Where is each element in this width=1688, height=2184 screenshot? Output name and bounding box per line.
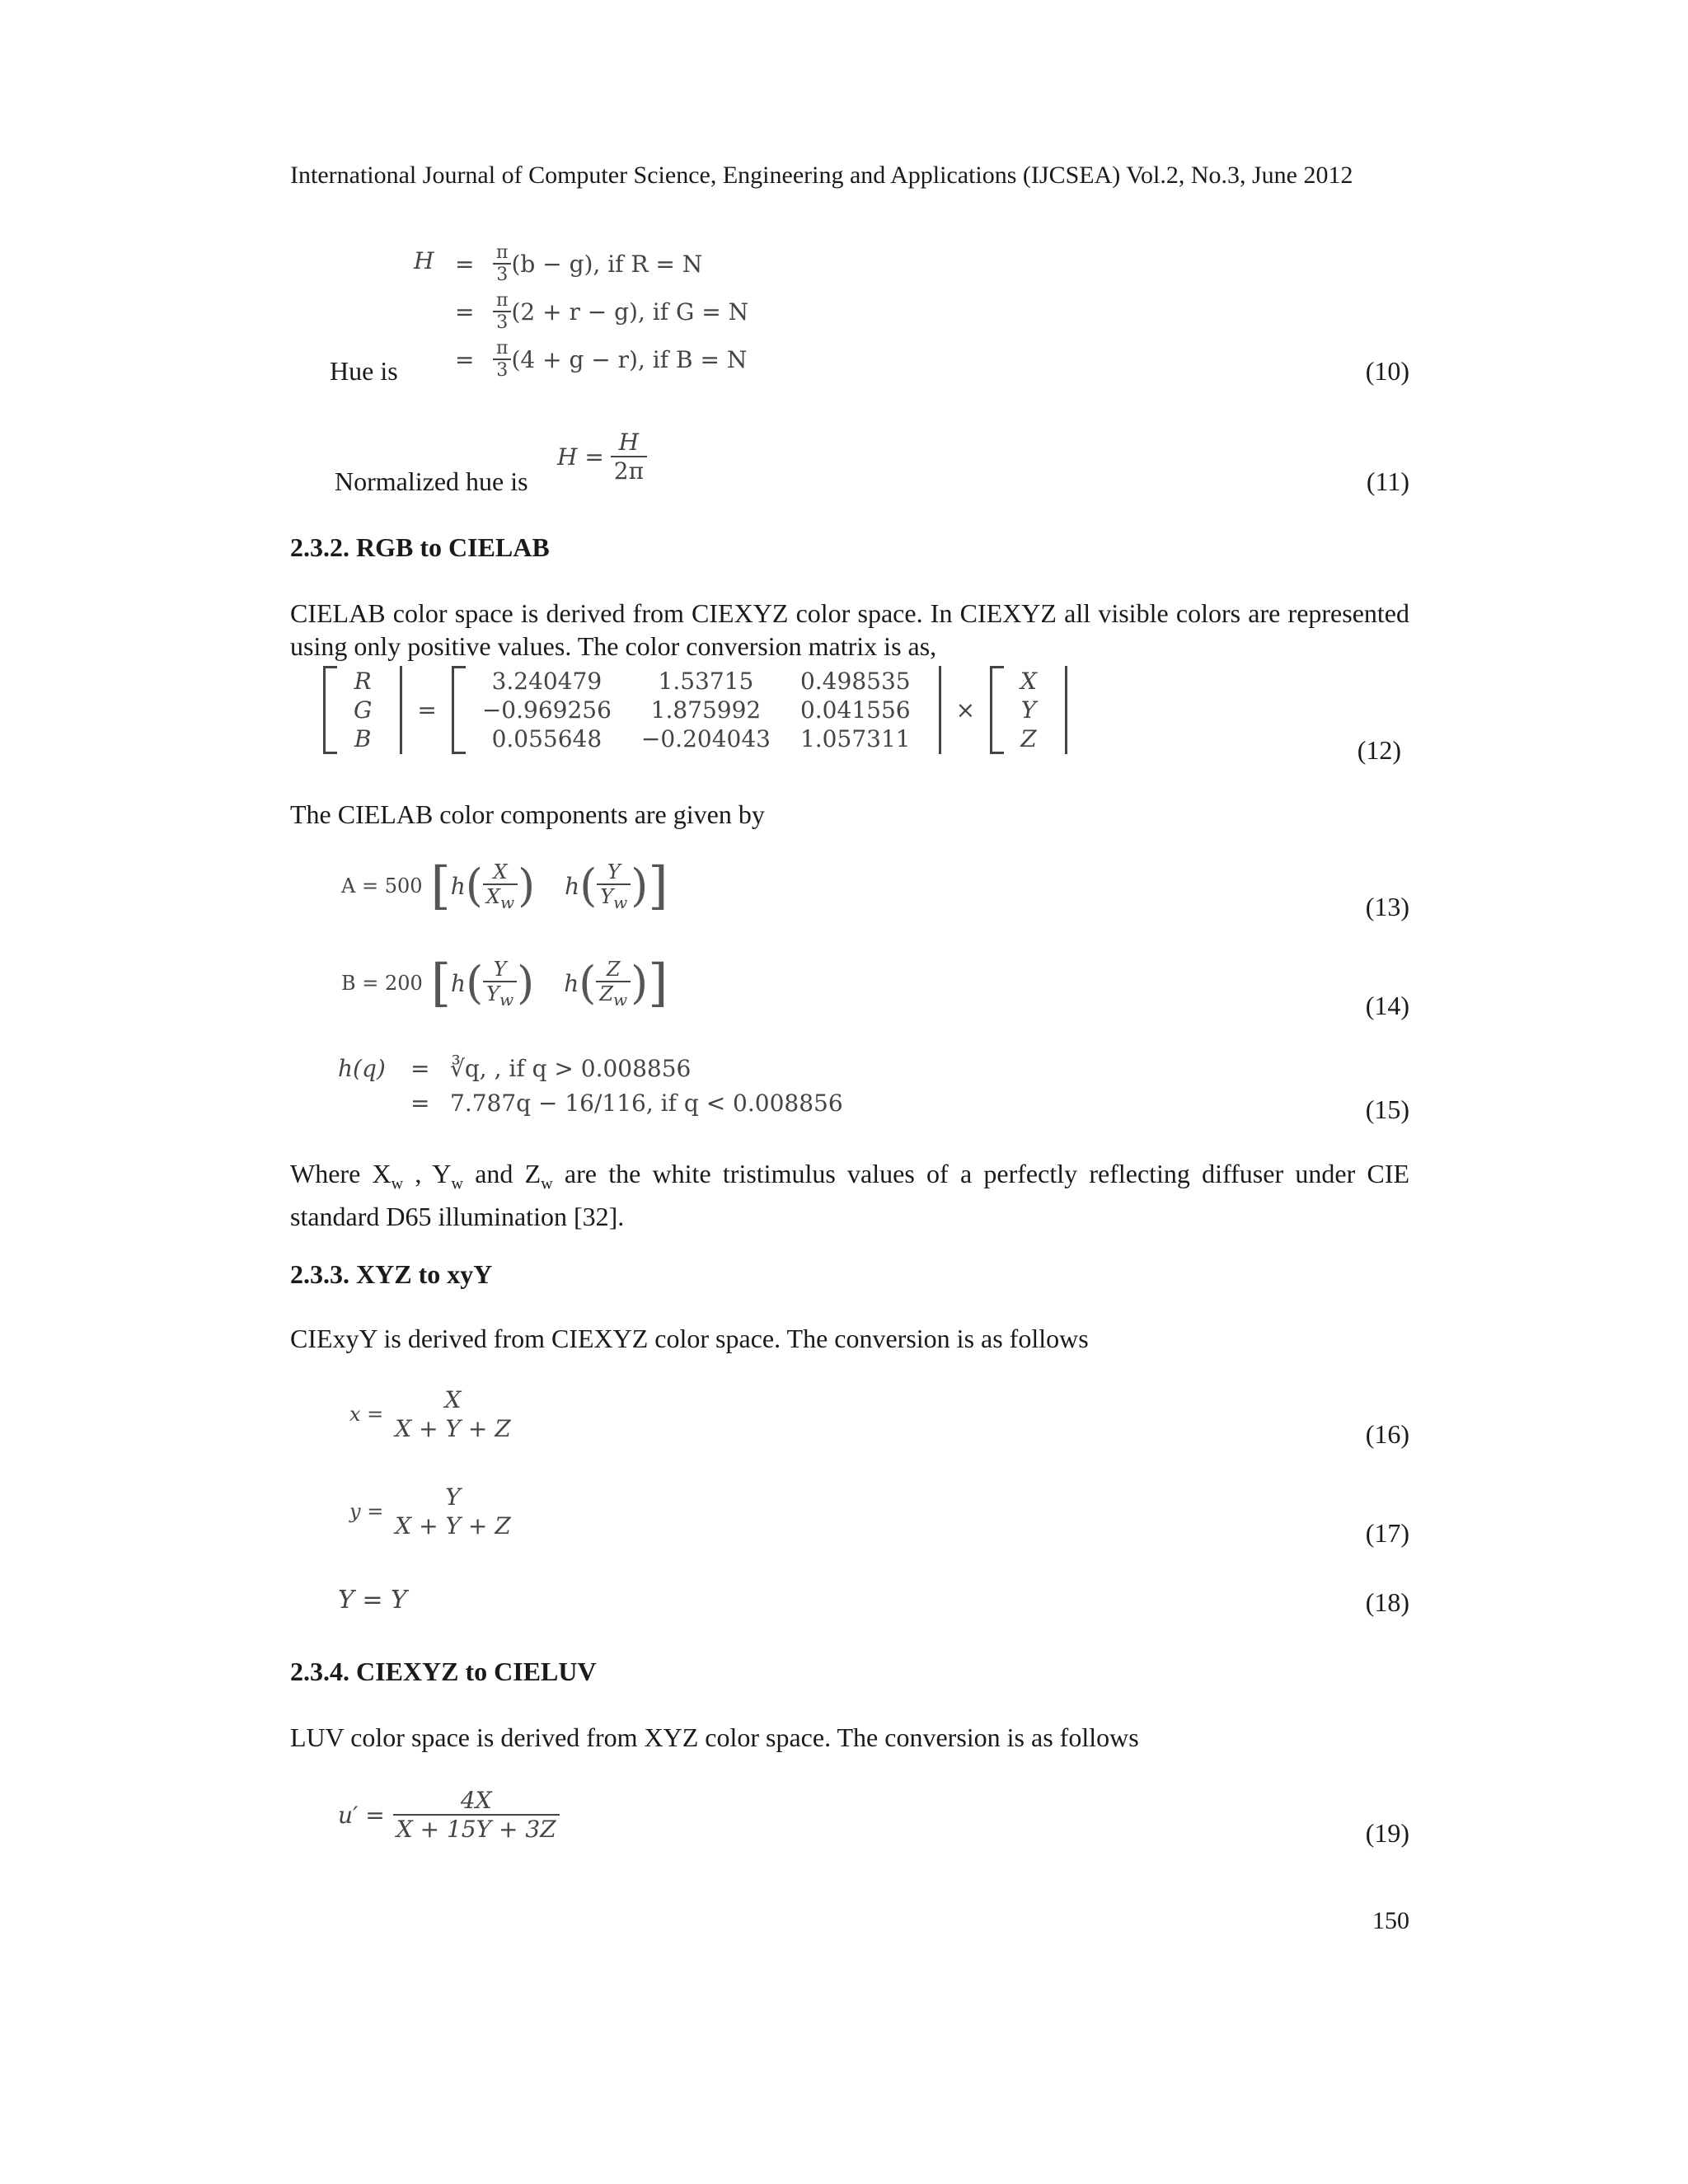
eq14-h2: h — [564, 969, 579, 997]
eq13-bracket-open: [ — [430, 855, 451, 916]
eq14-paren-open-2: ( — [579, 957, 597, 1010]
eq13-bracket-close: ] — [648, 855, 668, 916]
matrix-equals: = — [417, 696, 437, 724]
eq-number-16: (16) — [1365, 1419, 1409, 1449]
eq14-frac-2 — [596, 958, 631, 1010]
eq13-h2: h — [565, 872, 580, 900]
where-sub-zw: w — [541, 1174, 553, 1193]
hue-frac-2 — [493, 290, 511, 333]
matrix-lhs — [323, 666, 402, 754]
section-232-paragraph: CIELAB color space is derived from CIEXYZ color space. In CIEXYZ all visible colors are represented using only positive values. The color conversion matrix is as, — [290, 598, 1409, 661]
eq14-frac1-den-main: Y — [486, 982, 499, 1005]
eq13-paren-open-1: ( — [465, 860, 483, 912]
eq13-paren-open-2: ( — [579, 860, 598, 912]
where-sub-yw: w — [451, 1174, 463, 1193]
hue-frac-num: π — [496, 242, 509, 263]
eq13-frac-2 — [597, 860, 631, 912]
hue-body-1: (b − g), if R = N — [511, 250, 703, 278]
hue-frac-den: 3 — [493, 359, 511, 381]
hue-body-2: (2 + r − g), if G = N — [511, 298, 749, 326]
normalized-hue-num: H — [618, 429, 640, 456]
eq17-num: Y — [445, 1483, 461, 1511]
eq-number-18: (18) — [1365, 1587, 1409, 1617]
eq13-frac2-den-sub: w — [613, 892, 628, 912]
eq13-paren-close-2: ) — [631, 860, 649, 912]
matrix-times: × — [955, 696, 976, 724]
matrix-cell: 1.057311 — [799, 725, 911, 752]
eq13-frac1-den-sub: w — [499, 892, 515, 912]
eq14-frac2-den-sub: w — [613, 989, 628, 1010]
hue-rel-1: = — [455, 250, 475, 278]
eq13-h1: h — [450, 872, 466, 900]
eq14-frac2-den — [596, 981, 631, 1010]
eq19-lhs: u′ = — [338, 1801, 385, 1829]
eq13-frac2-den-main: Y — [600, 885, 614, 908]
where-text-1: Where X — [290, 1159, 392, 1188]
hue-frac-den: 3 — [493, 263, 511, 285]
section-233-paragraph: CIExyY is derived from CIEXYZ color space. The conversion is as follows — [290, 1324, 1089, 1353]
eq13-frac-1 — [483, 860, 518, 912]
where-paragraph — [290, 1157, 1409, 1233]
eq13-lhs: A = 500 — [341, 874, 423, 898]
running-header: International Journal of Computer Science, Engineering and Applications (IJCSEA) Vol.2, No.3, June 2012 — [290, 162, 1353, 189]
matrix-cell: 1.875992 — [650, 696, 762, 724]
equation-19 — [338, 1787, 560, 1843]
eq14-frac2-den-main: Z — [599, 982, 613, 1005]
eq14-frac2-num: Z — [606, 958, 621, 981]
eq19-num: 4X — [460, 1787, 492, 1814]
eq-number-11: (11) — [1366, 466, 1409, 496]
hue-lhs: H — [414, 247, 434, 274]
eq-number-17: (17) — [1365, 1518, 1409, 1548]
matrix-cell: 0.055648 — [491, 725, 603, 752]
eq16-frac — [392, 1386, 513, 1442]
matrix-cell: −0.204043 — [640, 725, 771, 752]
eq14-paren-close-2: ) — [631, 957, 649, 1010]
matrix-rhs-x: X — [1020, 668, 1037, 695]
matrix-cell: 1.53715 — [658, 668, 754, 695]
normalized-hue-lhs: H = — [557, 443, 604, 471]
hue-body-3: (4 + g − r), if B = N — [511, 345, 748, 373]
eq-number-15: (15) — [1365, 1094, 1409, 1124]
eq15-eq-2: = — [410, 1090, 430, 1117]
eq16-den: X + Y + Z — [395, 1415, 511, 1442]
hue-rel-2: = — [455, 298, 475, 326]
section-heading-233: 2.3.3. XYZ to xyY — [290, 1259, 493, 1289]
hue-label: Hue is — [330, 356, 398, 386]
eq13-frac2-den — [597, 883, 631, 912]
hue-line-1 — [455, 242, 702, 285]
eq15-eq-1: = — [410, 1055, 430, 1082]
eq16-lhs: x = — [349, 1403, 384, 1426]
where-text-3: and Z — [462, 1159, 542, 1188]
hue-frac-3 — [493, 338, 511, 381]
eq-number-14: (14) — [1365, 991, 1409, 1020]
matrix-rhs — [990, 666, 1067, 754]
eq19-den: X + 15Y + 3Z — [393, 1814, 560, 1843]
normalized-hue-label: Normalized hue is — [335, 466, 528, 496]
matrix-cell: 0.041556 — [799, 696, 911, 724]
eq14-h1: h — [451, 969, 467, 997]
eq14-frac1-num: Y — [493, 958, 507, 981]
eq14-bracket-open: [ — [430, 953, 452, 1014]
matrix-lhs-r: R — [354, 668, 372, 695]
normalized-hue-frac — [611, 429, 647, 485]
matrix-lhs-g: G — [354, 696, 373, 724]
where-text-4: are the white tristimulus values of a perfectly reflecting diffuser under CIE standard D65 illumination [32]. — [290, 1159, 1410, 1232]
eq13-frac1-den-main: X — [485, 885, 500, 908]
where-sub-xw: w — [391, 1174, 404, 1193]
eq14-bracket-close: ] — [648, 953, 668, 1014]
normalized-hue-den: 2π — [611, 456, 647, 485]
hue-frac-1 — [493, 242, 511, 285]
hue-rel-3: = — [455, 345, 475, 373]
eq17-den: X + Y + Z — [395, 1512, 511, 1540]
cielab-components-text: The CIELAB color components are given by — [290, 799, 765, 829]
eq14-frac1-den-sub: w — [499, 989, 514, 1010]
section-heading-232: 2.3.2. RGB to CIELAB — [290, 532, 550, 562]
equation-14 — [341, 953, 668, 1014]
eq19-frac — [393, 1787, 560, 1843]
eq17-lhs: y = — [349, 1500, 384, 1523]
matrix-cell: 0.498535 — [799, 668, 911, 695]
eq14-paren-open-1: ( — [466, 957, 484, 1010]
matrix-cell: 3.240479 — [491, 668, 603, 695]
hue-line-2 — [455, 290, 748, 333]
equation-17 — [349, 1483, 514, 1540]
matrix-rhs-y: Y — [1020, 696, 1037, 724]
eq-number-10: (10) — [1365, 356, 1409, 386]
eq14-paren-close-1: ) — [517, 957, 535, 1010]
hue-frac-num: π — [496, 290, 509, 311]
matrix-lhs-b: B — [354, 725, 372, 752]
eq-number-12: (12) — [1357, 735, 1401, 765]
section-234-paragraph: LUV color space is derived from XYZ color space. The conversion is as follows — [290, 1722, 1139, 1752]
eq14-frac-1 — [483, 958, 517, 1010]
matrix-cell: −0.969256 — [481, 696, 612, 724]
hue-frac-num: π — [496, 338, 509, 359]
eq16-num: X — [444, 1386, 462, 1413]
eq17-frac — [392, 1483, 513, 1540]
eq15-line-2: 7.787q − 16/116, if q < 0.008856 — [450, 1090, 843, 1117]
eq15-line-1: ∛q, , if q > 0.008856 — [450, 1055, 692, 1082]
eq13-paren-close-1: ) — [518, 860, 536, 912]
eq-number-13: (13) — [1365, 892, 1409, 921]
matrix-rhs-z: Z — [1020, 725, 1037, 752]
hue-frac-den: 3 — [493, 311, 511, 333]
section-heading-234: 2.3.4. CIEXYZ to CIELUV — [290, 1657, 597, 1686]
eq-number-19: (19) — [1365, 1818, 1409, 1848]
eq15-lhs: h(q) — [338, 1055, 386, 1082]
page-number: 150 — [1372, 1907, 1409, 1934]
eq13-frac1-num: X — [493, 860, 508, 883]
conversion-matrix-equation — [323, 666, 1067, 754]
eq14-lhs: B = 200 — [341, 972, 423, 996]
eq13-frac2-num: Y — [607, 860, 621, 883]
equation-18: Y = Y — [338, 1586, 407, 1615]
eq14-frac1-den — [483, 981, 517, 1010]
where-text-2: , Y — [403, 1159, 452, 1188]
normalized-hue-eq — [557, 429, 647, 485]
equation-13 — [341, 855, 668, 916]
conversion-matrix — [452, 666, 941, 754]
hue-line-3 — [455, 338, 747, 381]
eq13-frac1-den — [483, 883, 518, 912]
equation-16 — [349, 1386, 514, 1442]
